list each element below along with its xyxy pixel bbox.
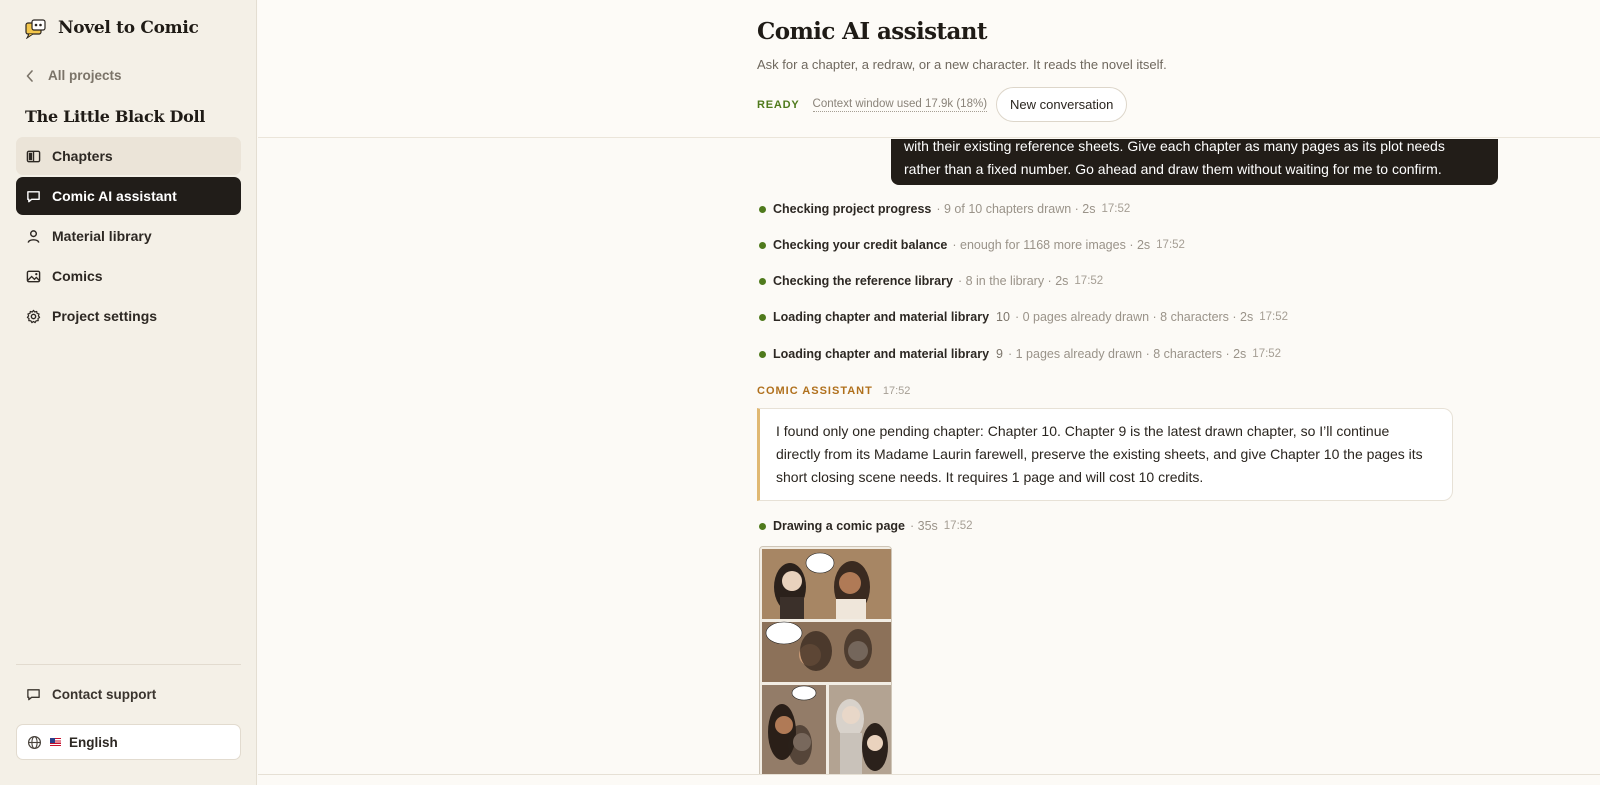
tool-detail: · 1 pages already drawn · 8 characters · 2s [1007, 347, 1247, 361]
chapter-number: 9 [996, 347, 1003, 361]
sidebar-item-label: Material library [52, 228, 152, 244]
status-dot [759, 242, 766, 249]
project-title: The Little Black Doll [25, 107, 205, 126]
status-badge: READY [757, 98, 800, 111]
assistant-name: COMIC ASSISTANT [757, 385, 873, 397]
user-message [891, 139, 1498, 185]
status-dot [759, 351, 766, 358]
tool-call [759, 202, 1130, 216]
sidebar-item-material-library[interactable] [16, 217, 241, 255]
new-conversation-button[interactable]: New conversation [996, 87, 1127, 122]
tool-call [759, 274, 1103, 288]
status-row [757, 87, 1127, 122]
sidebar-item-project-settings[interactable] [16, 297, 241, 335]
tool-call [759, 310, 1288, 324]
sidebar-divider [16, 664, 241, 665]
tool-time: 17:52 [1252, 348, 1282, 360]
comic-page-thumbnail[interactable] [759, 546, 892, 774]
tool-detail: · 9 of 10 chapters drawn · 2s [936, 202, 1096, 216]
tool-name: Loading chapter and material library [773, 310, 990, 324]
assistant-message: I found only one pending chapter: Chapter 10. Chapter 9 is the latest drawn chapter, so I’ll continue directly from its Madame Laurin farewell, preserve the existing sheets, and give Chapter 10 the pages its short closing scene needs. It requires 1 page and will cost 10 credits. [757, 408, 1453, 501]
tool-time: 17:52 [1156, 239, 1185, 251]
language-selector[interactable] [16, 724, 241, 760]
tool-name: Loading chapter and material library [773, 347, 990, 361]
all-projects-link[interactable] [26, 68, 122, 83]
sidebar-item-chapters[interactable] [16, 137, 241, 175]
tool-call [759, 519, 973, 533]
brand[interactable] [24, 17, 199, 39]
tool-time: 17:52 [1101, 203, 1131, 215]
language-label: English [69, 734, 118, 750]
status-dot [759, 314, 766, 321]
tool-name: Checking project progress [773, 202, 932, 216]
contact-support-label: Contact support [52, 687, 157, 702]
status-dot [759, 206, 766, 213]
sidebar-nav [16, 137, 241, 337]
tool-time: 17:52 [943, 520, 973, 532]
message-square-icon [26, 687, 41, 702]
tool-detail: · 0 pages already drawn · 8 characters · 2s [1014, 310, 1254, 324]
status-dot [759, 523, 766, 530]
tool-call [759, 238, 1185, 252]
all-projects-label: All projects [48, 68, 122, 83]
tool-detail: · 35s [909, 519, 938, 533]
sidebar-item-comics[interactable] [16, 257, 241, 295]
tool-time: 17:52 [1259, 311, 1289, 323]
tool-call [759, 347, 1281, 361]
us-flag-icon [50, 738, 61, 746]
gear-icon [26, 309, 41, 324]
chat-area[interactable] [258, 139, 1600, 774]
composer-divider [258, 774, 1600, 775]
message-square-icon [26, 189, 41, 204]
contact-support-link[interactable] [26, 687, 156, 702]
tool-name: Checking your credit balance [773, 238, 948, 252]
sidebar-item-comic-ai-assistant[interactable] [16, 177, 241, 215]
tool-name: Drawing a comic page [773, 519, 905, 533]
user-message-line: rather than a fixed number. Go ahead and draw them without waiting for me to confirm. [904, 161, 1442, 177]
context-window-usage[interactable]: Context window used 17.9k (18%) [812, 97, 988, 110]
tool-time: 17:52 [1074, 275, 1104, 287]
globe-icon [27, 735, 42, 750]
sidebar-item-label: Comics [52, 268, 103, 284]
assistant-label [757, 385, 910, 397]
sidebar [0, 0, 257, 785]
user-icon [26, 229, 41, 244]
sidebar-item-label: Chapters [52, 148, 113, 164]
tool-detail: · enough for 1168 more images · 2s [952, 238, 1151, 252]
tool-name: Checking the reference library [773, 274, 953, 288]
page-title: Comic AI assistant [757, 18, 987, 45]
assistant-time: 17:52 [882, 385, 911, 397]
brand-logo-icon [24, 17, 48, 39]
sidebar-item-label: Comic AI assistant [52, 188, 177, 204]
status-dot [759, 278, 766, 285]
sidebar-item-label: Project settings [52, 308, 158, 324]
image-icon [26, 269, 41, 284]
book-open-icon [26, 149, 41, 164]
chevron-left-icon [26, 70, 34, 82]
comic-page-image [760, 547, 892, 774]
page-header [258, 0, 1600, 138]
chapter-number: 10 [996, 310, 1010, 324]
tool-detail: · 8 in the library · 2s [957, 274, 1069, 288]
page-subtitle: Ask for a chapter, a redraw, or a new character. It reads the novel itself. [757, 57, 1167, 72]
brand-name: Novel to Comic [58, 18, 199, 38]
user-message-line: with their existing reference sheets. Give each chapter as many pages as its plot needs [904, 139, 1445, 154]
